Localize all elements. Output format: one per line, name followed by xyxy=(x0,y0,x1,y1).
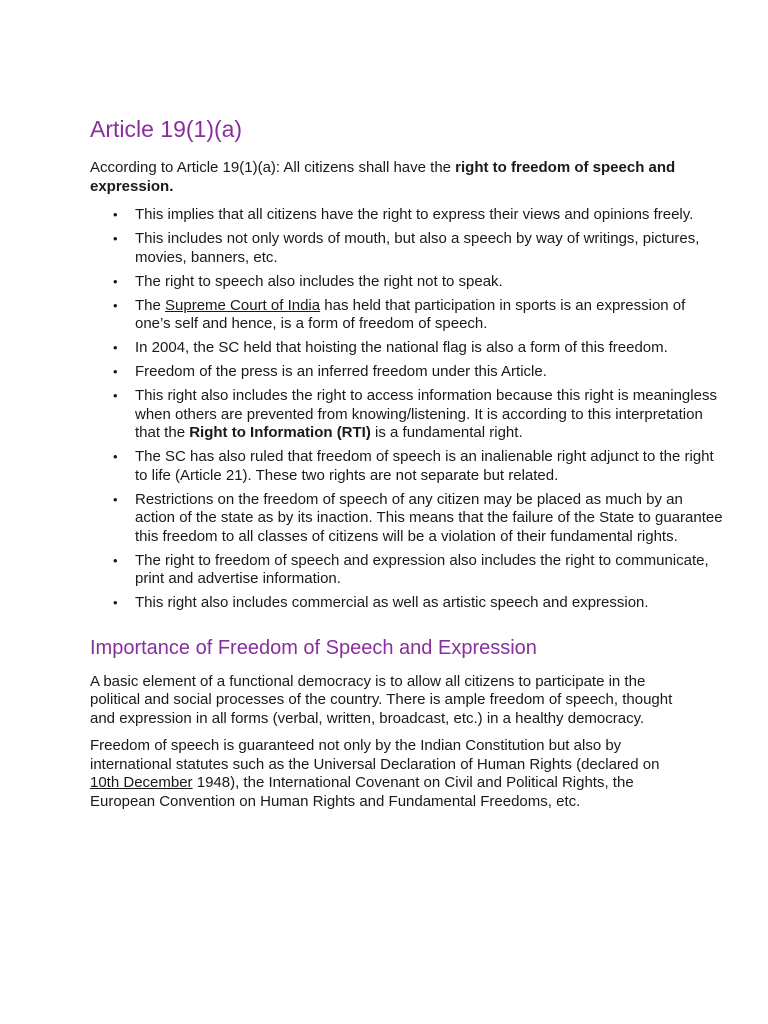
importance-heading: Importance of Freedom of Speech and Expression xyxy=(90,636,537,659)
bullet-icon: • xyxy=(113,364,118,379)
list-item-text: This right also includes the right to access information because this right is meaningless when others are prevented from knowing/listening. It is according to this interpretation that the xyxy=(135,387,717,441)
list-item xyxy=(113,387,725,443)
list-item xyxy=(113,551,725,589)
intro-text: According to Article 19(1)(a): All citizens shall have the xyxy=(90,159,456,176)
supreme-court-link[interactable]: Supreme Court of India xyxy=(165,296,321,314)
tenth-december-link[interactable]: 10th December xyxy=(90,774,193,791)
list-item-text: In 2004, the SC held that hoisting the national flag is also a form of this freedom. xyxy=(135,339,668,356)
list-item xyxy=(113,448,725,485)
bullet-icon: • xyxy=(113,388,118,403)
list-item-text: The xyxy=(135,296,166,314)
paragraph-text: Freedom of speech is guaranteed not only by the Indian Constitution but also by international statutes such as the Universal Declaration of Human Rights (declared on xyxy=(90,737,660,773)
list-item-text: Restrictions on the freedom of speech of any citizen may be placed as much by an action of the state as by its inaction. This means that the failure of the State to guarantee this freedom to all classes of citizens will be a violation of their fundamental rights. xyxy=(135,490,723,545)
list-item-text: The right to freedom of speech and expression also includes the right to communicate, print and advertise information. xyxy=(135,551,709,587)
list-item xyxy=(113,490,725,547)
list-item-text: This right also includes commercial as well as artistic speech and expression. xyxy=(135,594,649,611)
rti-bold-text: Right to Information (RTI) xyxy=(189,424,371,441)
article-heading: Article 19(1)(a) xyxy=(90,116,243,142)
bullet-icon: • xyxy=(113,297,118,313)
list-item xyxy=(113,363,725,382)
list-item xyxy=(113,339,725,358)
list-item-text: This implies that all citizens have the right to express their views and opinions freely. xyxy=(135,206,694,223)
list-item-text: The SC has also ruled that freedom of speech is an inalienable right adjunct to the right to life (Article 21). These two rights are not separate but related. xyxy=(135,448,714,484)
paragraph-text: 1948), the International Covenant on Civil and Political Rights, the European Convention on Human Rights and Fundamental Freedoms, etc. xyxy=(90,774,634,810)
list-item xyxy=(113,594,725,613)
article-bullet-list xyxy=(90,206,725,613)
list-item-text: This includes not only words of mouth, but also a speech by way of writings, pictures, movies, banners, etc. xyxy=(135,230,700,266)
list-item-text: has held that participation in sports is an expression of one’s self and hence, is a form of freedom of speech. xyxy=(135,296,686,332)
bullet-icon: • xyxy=(113,273,118,289)
list-item xyxy=(113,296,725,334)
bullet-icon: • xyxy=(113,491,118,507)
article-intro xyxy=(90,159,680,196)
list-item-text: is a fundamental right. xyxy=(370,424,523,441)
bullet-icon: • xyxy=(113,207,118,222)
bullet-icon: • xyxy=(113,595,118,610)
list-item xyxy=(113,230,725,267)
bullet-icon: • xyxy=(113,552,118,568)
list-item-text: The right to speech also includes the right not to speak. xyxy=(135,272,503,290)
intro-bold-text: right to freedom of speech and expression. xyxy=(90,159,676,195)
list-item-text: Freedom of the press is an inferred freedom under this Article. xyxy=(135,363,547,380)
importance-paragraph-1: A basic element of a functional democracy is to allow all citizens to participate in the political and social processes of the country. There is ample freedom of speech, thought and expression in all forms (verbal, written, broadcast, etc.) in a healthy democracy. xyxy=(90,672,673,727)
list-item xyxy=(113,206,725,225)
bullet-icon: • xyxy=(113,340,118,355)
list-item xyxy=(113,272,725,292)
bullet-icon: • xyxy=(113,449,118,464)
bullet-icon: • xyxy=(113,231,118,246)
importance-paragraph-2 xyxy=(90,737,680,811)
